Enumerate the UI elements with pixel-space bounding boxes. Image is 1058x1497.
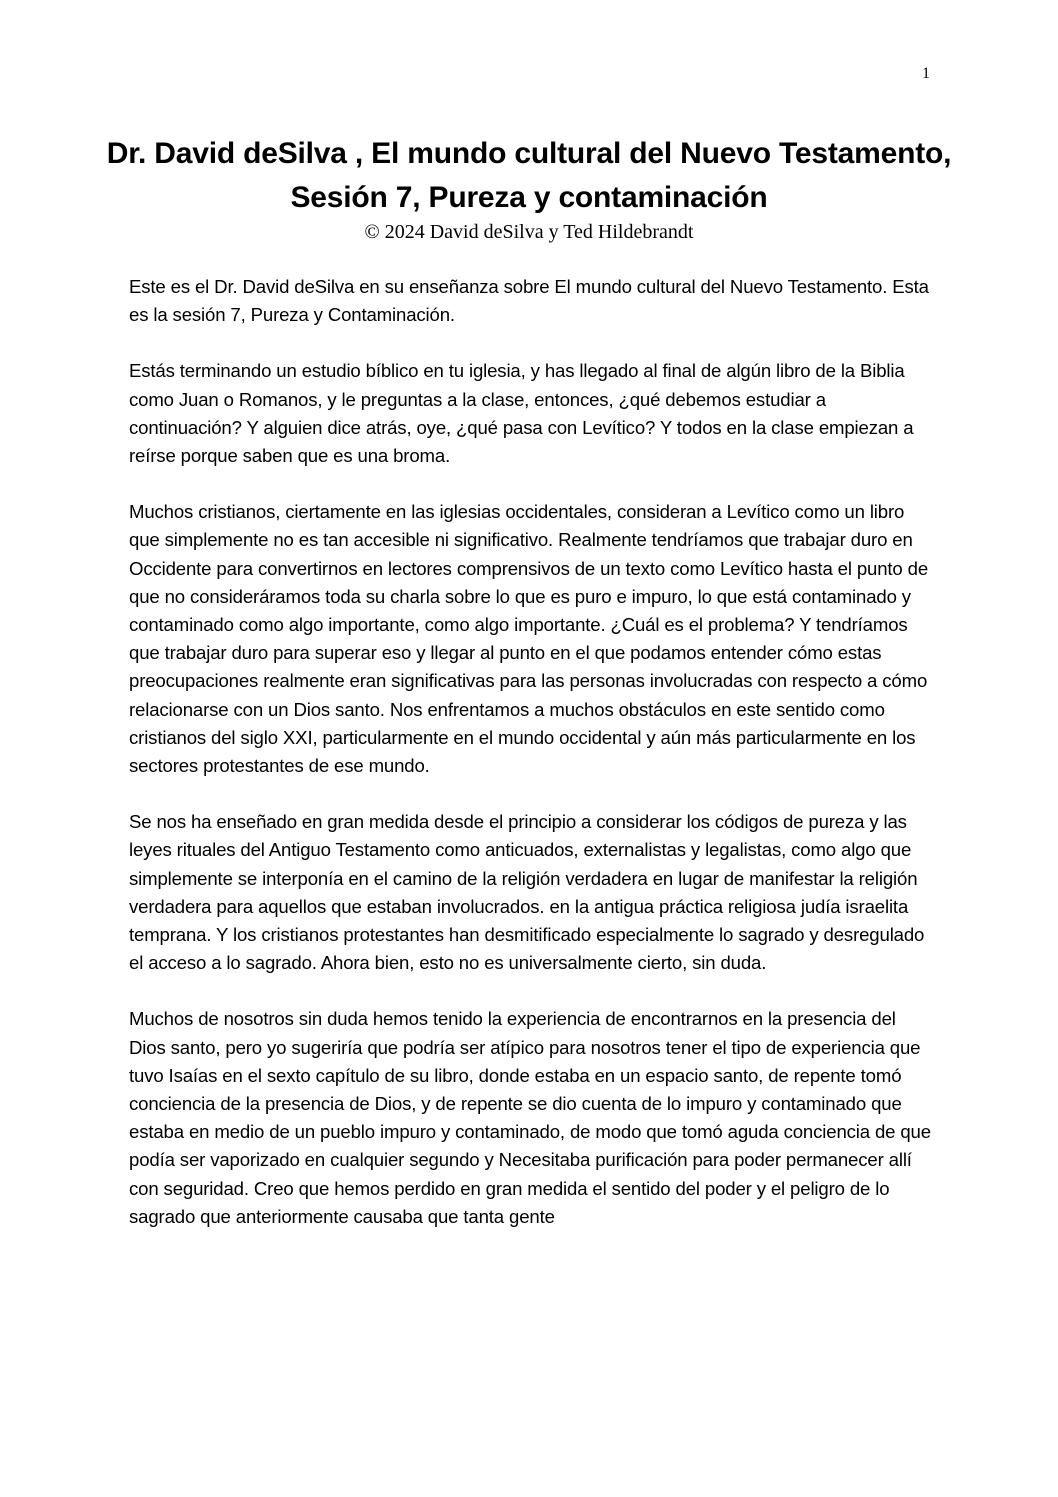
paragraph-purity-codes: Se nos ha enseñado en gran medida desde el principio a considerar los códigos de pureza y las leyes rituales del Antiguo Testamento como anticuados, externalistas y legalistas, como algo que simplemente se interponía en el camino de la religión verdadera en lugar de manifestar la religión verdadera para aquellos que estaban involucrados. en la antigua práctica religiosa judía israelita temprana. Y los cristianos protestantes han desmitificado especialmente lo sagrado y desregulado el acceso a lo sagrado. Ahora bien, esto no es universalmente cierto, sin duda. [129, 811, 925, 974]
copyright-line: © 2024 David deSilva y Ted Hildebrandt [364, 221, 694, 243]
page-number: 1 [922, 65, 930, 82]
paragraph-intro: Este es el Dr. David deSilva en su enseñanza sobre El mundo cultural del Nuevo Testamento. Esta es la sesión 7, Pureza y Contaminación. [129, 276, 929, 326]
document-header [100, 132, 958, 244]
paragraph-leviticus: Muchos cristianos, ciertamente en las iglesias occidentales, consideran a Levítico como un libro que simplemente no es tan accesible ni significativo. Realmente tendríamos que trabajar duro en Occidente para convertirnos en lectores comprensivos de un texto como Levítico hasta el punto de que no consideráramos toda su charla sobre lo que es puro e impuro, lo que está contaminado y contaminado como algo importante, como algo importante. ¿Cuál es el problema? Y tendríamos que trabajar duro para superar eso y llegar al punto en el que podamos entender cómo estas preocupaciones realmente eran significativas para las personas involucradas con respecto a cómo relacionarse con un Dios santo. Nos enfrentamos a muchos obstáculos en este sentido como cristianos del siglo XXI, particularmente en el mundo occidental y aún más particularmente en los sectores protestantes de ese mundo. [129, 501, 929, 777]
paragraph-isaiah: Muchos de nosotros sin duda hemos tenido la experiencia de encontrarnos en la presencia del Dios santo, pero yo sugeriría que podría ser atípico para nosotros tener el tipo de experiencia que tuvo Isaías en el sexto capítulo de su libro, donde estaba en un espacio santo, de repente tomó conciencia de la presencia de Dios, y de repente se dio cuenta de lo impuro y contaminado que estaba en medio de un pueblo impuro y contaminado, de modo que tomó aguda conciencia de que podía ser vaporizado en cualquier segundo y Necesitaba purificación para poder permanecer allí con seguridad. Creo que hemos perdido en gran medida el sentido del poder y el peligro de lo sagrado que anteriormente causaba que tanta gente [129, 1008, 931, 1227]
document-body [129, 273, 935, 1259]
paragraph-bible-study: Estás terminando un estudio bíblico en tu iglesia, y has llegado al final de algún libro de la Biblia como Juan o Romanos, y le preguntas a la clase, entonces, ¿qué debemos estudiar a continuación? Y alguien dice atrás, oye, ¿qué pasa con Levítico? Y todos en la clase empiezan a reírse porque saben que es una broma. [129, 360, 914, 467]
document-title: Dr. David deSilva , El mundo cultural del Nuevo Testamento, Sesión 7, Pureza y contaminación [106, 137, 952, 214]
